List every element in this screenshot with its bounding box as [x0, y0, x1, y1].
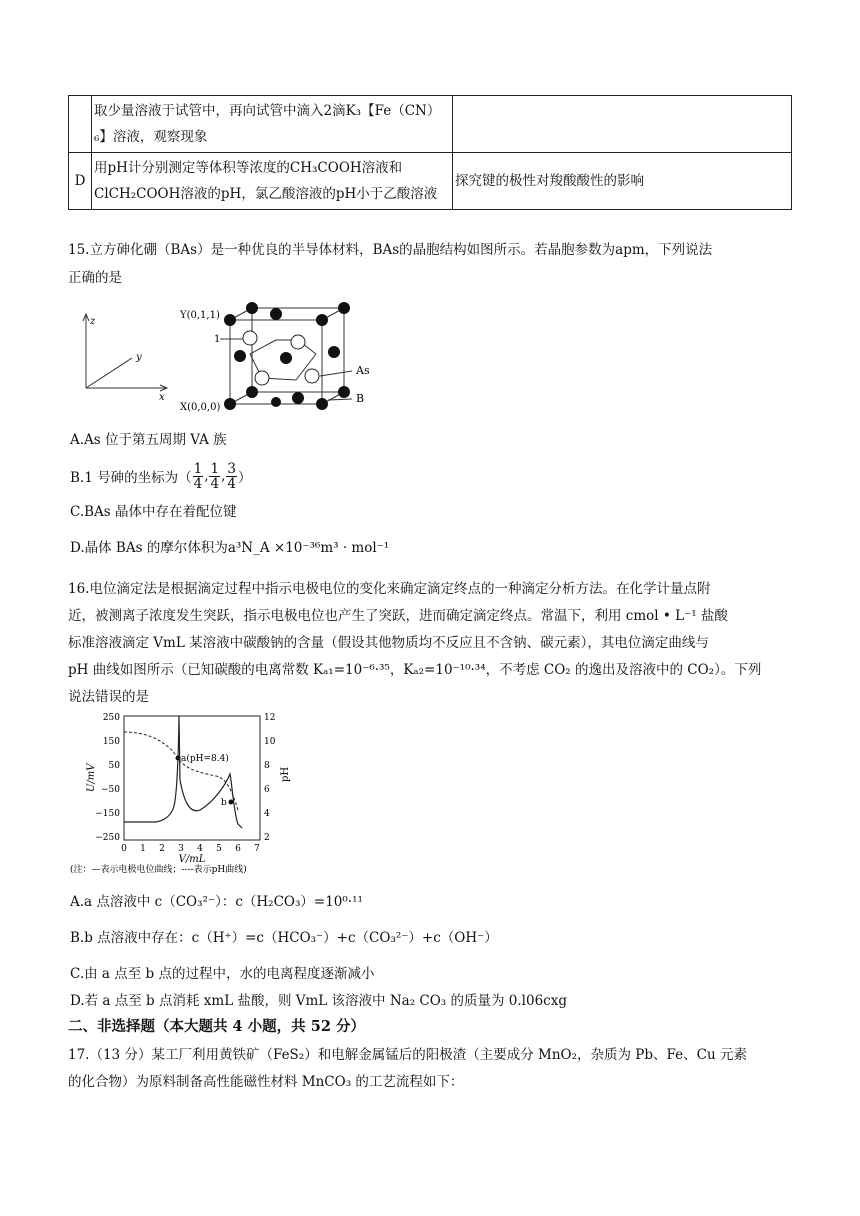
- molar-volume-formula: a³N_A ×10⁻³⁶m³ · mol⁻¹: [227, 540, 390, 556]
- point-b-label: b: [221, 798, 227, 808]
- section-heading: 二、非选择题（本大题共 4 小题，共 52 分）: [68, 1018, 365, 1035]
- titration-chart: [66, 710, 316, 876]
- svg-text:4: 4: [197, 844, 203, 854]
- q16-stem-line3: 标准溶液滴定 VmL 某溶液中碳酸钠的含量（假设其他物质均不反应且不含钠、碳元素），其电位滴定曲线与: [68, 635, 709, 651]
- table-cell: D: [69, 153, 92, 210]
- table-cell: 取少量溶液于试管中，再向试管中滴入2滴K₃【Fe（CN）₆】溶液，观察现象: [92, 96, 453, 153]
- table-cell: 探究键的极性对羧酸酸性的影响: [453, 153, 792, 210]
- point-a: [176, 756, 181, 761]
- svg-text:250: 250: [102, 713, 120, 723]
- svg-text:−50: −50: [101, 785, 120, 795]
- q15-option-d: D.晶体 BAs 的摩尔体积为a³N_A ×10⁻³⁶m³ · mol⁻¹: [70, 540, 390, 556]
- experiment-table: [68, 95, 792, 210]
- q16-option-d: D.若 a 点至 b 点消耗 xmL 盐酸，则 VmL 该溶液中 Na₂ CO₃ 的质量为 0.l06cxg: [70, 993, 567, 1009]
- q16-stem-line4: pH 曲线如图所示（已知碳酸的电离常数 Kₐ₁=10⁻⁶·³⁵，Kₐ₂=10⁻¹⁰·³⁴，不考虑 CO₂ 的逸出及溶液中的 CO₂）。下列: [68, 662, 762, 678]
- q16-option-b: B.b 点溶液中存在：c（H⁺）=c（HCO₃⁻）+c（CO₃²⁻）+c（OH⁻）: [70, 930, 498, 946]
- q16-stem-line2: 近，被测离子浓度发生突跃，指示电极电位也产生了突跃，进而确定滴定终点。常温下，利用 cmol • L⁻¹ 盐酸: [68, 608, 728, 624]
- q16-option-a: A.a 点溶液中 c（CO₃²⁻）：c（H₂CO₃）=10⁰·¹¹: [70, 894, 363, 910]
- svg-text:2: 2: [264, 833, 270, 843]
- right-axis-label: pH: [280, 766, 291, 782]
- q15-stem-line1: 15.立方砷化硼（BAs）是一种优良的半导体材料，BAs的晶胞结构如图所示。若晶胞参数为apm，下列说法: [68, 242, 713, 258]
- point-a-label: a(pH=8.4): [181, 754, 229, 764]
- q15-option-b-prefix: B.1 号砷的坐标为（: [70, 470, 192, 486]
- svg-text:12: 12: [264, 713, 276, 723]
- axis-y-label: y: [136, 352, 142, 363]
- axis-x-label: x: [159, 392, 165, 403]
- svg-text:50: 50: [108, 761, 120, 771]
- q15-option-b: B.1 号砷的坐标为（ $\frac{1}{4}$ , $\frac{1}{4}$ , $\frac{3}{4}$ ）: [70, 460, 252, 492]
- svg-text:1: 1: [140, 844, 146, 854]
- label-y-coordinate: Y(0,1,1): [180, 310, 220, 321]
- svg-text:−150: −150: [95, 809, 120, 819]
- label-atom-1: 1: [214, 334, 221, 345]
- svg-text:6: 6: [235, 844, 241, 854]
- fraction: $\frac{3}{4}$: [227, 460, 236, 492]
- svg-text:0: 0: [121, 844, 127, 854]
- q16-stem-line5: 说法错误的是: [68, 689, 149, 705]
- axes-diagram: [83, 314, 167, 391]
- table-row: [69, 153, 792, 210]
- svg-text:2: 2: [159, 844, 165, 854]
- svg-text:10: 10: [264, 737, 276, 747]
- svg-text:8: 8: [264, 761, 270, 771]
- q15-option-a: A.As 位于第五周期 VA 族: [70, 432, 227, 448]
- axis-z-label: z: [90, 316, 96, 327]
- table-row: [69, 96, 792, 153]
- label-as: As: [356, 364, 370, 377]
- q15-option-b-suffix: ）: [237, 470, 252, 486]
- x-axis-label: V/mL: [178, 854, 206, 865]
- fraction: $\frac{1}{4}$: [193, 460, 203, 492]
- fraction: $\frac{1}{4}$: [210, 460, 220, 492]
- svg-text:7: 7: [254, 844, 260, 854]
- q16-stem-line1: 16.电位滴定法是根据滴定过程中指示电极电位的变化来确定滴定终点的一种滴定分析方法。在化学计量点附: [68, 581, 711, 597]
- q15-stem-line2: 正确的是: [68, 270, 122, 286]
- q15-option-c: C.BAs 晶体中存在着配位键: [70, 504, 237, 520]
- svg-text:150: 150: [102, 737, 120, 747]
- table-cell: [69, 96, 92, 153]
- table-cell: [453, 96, 792, 153]
- crystal-structure-figure: [80, 302, 380, 414]
- label-b: B: [356, 392, 365, 405]
- x-axis-ticks: [121, 844, 260, 854]
- svg-text:3: 3: [178, 844, 184, 854]
- right-axis-ticks: [264, 713, 276, 843]
- svg-text:−250: −250: [95, 833, 120, 843]
- q17-stem-line1: 17.（13 分）某工厂利用黄铁矿（FeS₂）和电解金属锰后的阳极渣（主要成分 MnO₂，杂质为 Pb、Fe、Cu 元素: [68, 1047, 747, 1063]
- svg-text:6: 6: [264, 785, 270, 795]
- boron-atoms: [224, 302, 350, 410]
- left-axis-label: U/mV: [86, 763, 97, 792]
- point-b: [229, 800, 234, 805]
- potential-curve: [124, 716, 242, 828]
- label-x-coordinate: X(0,0,0): [180, 402, 221, 413]
- svg-text:5: 5: [216, 844, 222, 854]
- chart-note: (注：—表示电极电位曲线；----表示pH曲线): [70, 865, 247, 875]
- svg-text:4: 4: [264, 809, 270, 819]
- q16-option-c: C.由 a 点至 b 点的过程中，水的电离程度逐渐减小: [70, 966, 375, 982]
- table-cell: 用pH计分别测定等体积等浓度的CH₃COOH溶液和ClCH₂COOH溶液的pH，氯乙酸溶液的pH小于乙酸溶液: [92, 153, 453, 210]
- q17-stem-line2: 的化合物）为原料制备高性能磁性材料 MnCO₃ 的工艺流程如下：: [68, 1074, 464, 1090]
- left-axis-ticks: [95, 713, 120, 843]
